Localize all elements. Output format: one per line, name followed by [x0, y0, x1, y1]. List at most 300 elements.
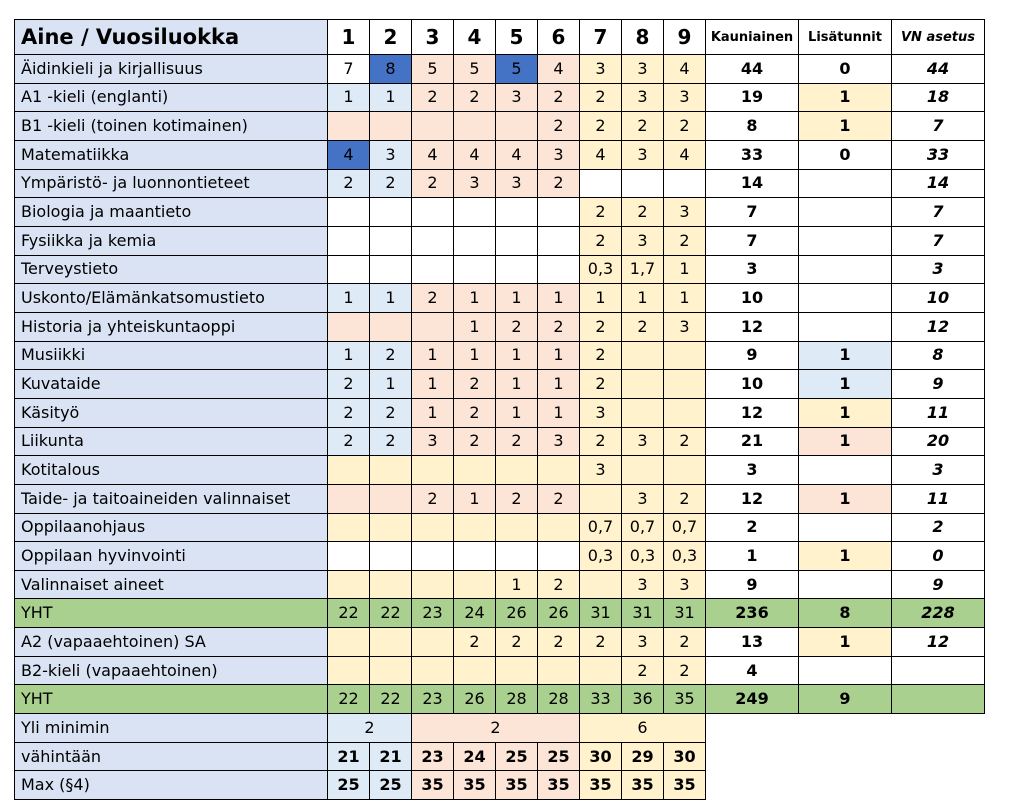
subject-label: B1 -kieli (toinen kotimainen)	[15, 112, 328, 141]
kauniainen-cell: 19	[706, 83, 799, 112]
subject-row	[15, 570, 985, 599]
hours-cell: 3	[496, 169, 538, 198]
total-label: YHT	[15, 685, 328, 714]
hours-cell: 2	[454, 370, 496, 399]
hours-cell: 3	[580, 398, 622, 427]
vn-asetus-cell: 12	[892, 628, 985, 657]
hours-cell: 0,3	[580, 255, 622, 284]
total-lisatunnit: 9	[799, 685, 892, 714]
hours-cell: 2	[496, 628, 538, 657]
kauniainen-cell: 7	[706, 226, 799, 255]
grade-header: 3	[412, 20, 454, 55]
total-cell: 23	[412, 685, 454, 714]
hours-cell: 3	[496, 83, 538, 112]
hours-cell	[370, 513, 412, 542]
vn-asetus-cell: 11	[892, 484, 985, 513]
hours-cell: 2	[538, 83, 580, 112]
total-cell: 23	[412, 599, 454, 628]
empty-cell	[892, 771, 985, 800]
hours-cell	[328, 484, 370, 513]
hours-cell	[412, 656, 454, 685]
hours-cell	[370, 312, 412, 341]
hours-cell	[412, 456, 454, 485]
hours-cell: 0,3	[664, 542, 706, 571]
max-row-cell: 35	[412, 771, 454, 800]
subject-label: Oppilaan hyvinvointi	[15, 542, 328, 571]
hours-cell	[328, 255, 370, 284]
hours-cell	[370, 198, 412, 227]
hours-cell: 1	[538, 341, 580, 370]
hours-cell: 0,7	[664, 513, 706, 542]
hours-cell: 4	[412, 140, 454, 169]
hours-cell	[412, 255, 454, 284]
hours-cell	[370, 255, 412, 284]
kauniainen-cell: 13	[706, 628, 799, 657]
hours-cell	[328, 656, 370, 685]
lisatunnit-cell	[799, 198, 892, 227]
hours-cell: 1	[328, 284, 370, 313]
hours-cell	[538, 456, 580, 485]
hours-cell: 2	[580, 370, 622, 399]
hours-cell: 2	[580, 83, 622, 112]
total-kauniainen: 249	[706, 685, 799, 714]
lisatunnit-cell	[799, 656, 892, 685]
total-cell: 24	[454, 599, 496, 628]
max-row-cell: 25	[370, 771, 412, 800]
hours-cell: 2	[538, 570, 580, 599]
lisatunnit-cell: 1	[799, 542, 892, 571]
hours-cell: 3	[580, 55, 622, 84]
hours-cell: 4	[454, 140, 496, 169]
subject-label: Musiikki	[15, 341, 328, 370]
empty-cell	[799, 714, 892, 743]
subject-row	[15, 198, 985, 227]
hours-cell: 8	[370, 55, 412, 84]
curriculum-table	[14, 19, 985, 800]
subject-label: Äidinkieli ja kirjallisuus	[15, 55, 328, 84]
vn-asetus-cell: 8	[892, 341, 985, 370]
hours-cell	[412, 312, 454, 341]
hours-cell	[454, 226, 496, 255]
hours-cell: 2	[328, 169, 370, 198]
hours-cell: 3	[622, 140, 664, 169]
hours-cell: 1	[538, 284, 580, 313]
subject-row	[15, 140, 985, 169]
subject-row	[15, 484, 985, 513]
hours-cell	[454, 112, 496, 141]
hours-cell: 4	[664, 140, 706, 169]
subject-row	[15, 255, 985, 284]
optional-subject-row	[15, 656, 985, 685]
kauniainen-cell: 3	[706, 255, 799, 284]
vahintaan-row-cell: 24	[454, 742, 496, 771]
hours-cell	[622, 456, 664, 485]
kauniainen-cell: 4	[706, 656, 799, 685]
hours-cell	[412, 112, 454, 141]
hours-cell: 3	[580, 456, 622, 485]
kauniainen-cell: 33	[706, 140, 799, 169]
hours-cell: 1	[454, 312, 496, 341]
hours-cell: 2	[412, 484, 454, 513]
hours-cell: 1	[412, 398, 454, 427]
hours-cell	[328, 570, 370, 599]
hours-cell: 2	[496, 484, 538, 513]
hours-cell: 2	[370, 398, 412, 427]
subject-row	[15, 112, 985, 141]
lisatunnit-cell	[799, 570, 892, 599]
hours-cell: 4	[580, 140, 622, 169]
hours-cell	[496, 112, 538, 141]
hours-cell: 3	[622, 570, 664, 599]
hours-cell: 2	[622, 112, 664, 141]
hours-cell: 1	[412, 370, 454, 399]
kauniainen-cell: 1	[706, 542, 799, 571]
total-cell: 28	[496, 685, 538, 714]
hours-cell: 1	[496, 570, 538, 599]
lisatunnit-cell	[799, 513, 892, 542]
hours-cell: 3	[664, 198, 706, 227]
hours-cell	[664, 398, 706, 427]
total-cell: 31	[622, 599, 664, 628]
max-row-cell: 35	[622, 771, 664, 800]
vahintaan-row-cell: 21	[328, 742, 370, 771]
hours-cell	[538, 255, 580, 284]
lisatunnit-cell	[799, 226, 892, 255]
hours-cell: 3	[664, 83, 706, 112]
hours-cell: 2	[664, 656, 706, 685]
empty-cell	[892, 742, 985, 771]
table-title: Aine / Vuosiluokka	[15, 20, 328, 55]
hours-cell: 3	[622, 628, 664, 657]
hours-cell: 2	[538, 112, 580, 141]
hours-cell: 1	[454, 484, 496, 513]
hours-cell	[496, 255, 538, 284]
vahintaan-row-cell: 30	[580, 742, 622, 771]
hours-cell: 3	[538, 140, 580, 169]
total-cell: 22	[370, 599, 412, 628]
kauniainen-cell: 21	[706, 427, 799, 456]
hours-cell: 2	[622, 312, 664, 341]
hours-cell	[496, 513, 538, 542]
total-cell: 26	[496, 599, 538, 628]
kauniainen-cell: 14	[706, 169, 799, 198]
hours-cell: 2	[538, 169, 580, 198]
hours-cell: 2	[580, 226, 622, 255]
grade-header: 5	[496, 20, 538, 55]
hours-cell: 2	[370, 427, 412, 456]
hours-cell	[664, 456, 706, 485]
lisatunnit-cell	[799, 169, 892, 198]
grade-header: 7	[580, 20, 622, 55]
hours-cell: 2	[412, 169, 454, 198]
hours-cell	[328, 198, 370, 227]
hours-cell: 2	[496, 312, 538, 341]
lisatunnit-cell: 1	[799, 112, 892, 141]
lisatunnit-cell	[799, 284, 892, 313]
hours-cell	[370, 656, 412, 685]
optional-subject-row	[15, 628, 985, 657]
hours-cell: 4	[664, 55, 706, 84]
vahintaan-row-cell: 21	[370, 742, 412, 771]
hours-cell: 2	[538, 484, 580, 513]
hours-cell	[328, 628, 370, 657]
subject-row	[15, 456, 985, 485]
subject-label: Kuvataide	[15, 370, 328, 399]
subject-label: B2-kieli (vapaaehtoinen)	[15, 656, 328, 685]
subject-row	[15, 398, 985, 427]
kauniainen-cell: 3	[706, 456, 799, 485]
grade-header: 2	[370, 20, 412, 55]
yli-minimin-grades-1-2: 2	[328, 714, 412, 743]
vn-asetus-cell: 9	[892, 370, 985, 399]
hours-cell	[622, 370, 664, 399]
hours-cell	[664, 169, 706, 198]
hours-cell	[622, 169, 664, 198]
hours-cell: 3	[622, 226, 664, 255]
subject-label: Uskonto/Elämänkatsomustieto	[15, 284, 328, 313]
kauniainen-cell: 2	[706, 513, 799, 542]
lisatunnit-cell: 1	[799, 427, 892, 456]
total-cell: 26	[454, 685, 496, 714]
subject-row	[15, 226, 985, 255]
hours-cell	[496, 198, 538, 227]
vn-asetus-cell: 14	[892, 169, 985, 198]
vahintaan-row-label: vähintään	[15, 742, 328, 771]
hours-cell	[622, 341, 664, 370]
hours-cell: 1	[412, 341, 454, 370]
max-row-cell: 35	[538, 771, 580, 800]
max-row-cell: 35	[580, 771, 622, 800]
hours-cell: 2	[538, 628, 580, 657]
vn-asetus-cell: 12	[892, 312, 985, 341]
hours-cell	[580, 570, 622, 599]
vn-asetus-cell: 11	[892, 398, 985, 427]
subject-label: Biologia ja maantieto	[15, 198, 328, 227]
hours-cell	[538, 542, 580, 571]
kauniainen-cell: 8	[706, 112, 799, 141]
hours-cell	[328, 312, 370, 341]
grade-header: 1	[328, 20, 370, 55]
hours-cell	[454, 456, 496, 485]
lisatunnit-cell	[799, 456, 892, 485]
hours-cell: 1	[496, 370, 538, 399]
hours-cell	[496, 226, 538, 255]
empty-cell	[706, 742, 799, 771]
hours-cell: 2	[370, 169, 412, 198]
kauniainen-cell: 44	[706, 55, 799, 84]
vn-asetus-cell: 33	[892, 140, 985, 169]
empty-cell	[706, 714, 799, 743]
lisatunnit-cell	[799, 255, 892, 284]
subject-label: Oppilaanohjaus	[15, 513, 328, 542]
subject-row	[15, 284, 985, 313]
vn-asetus-cell: 0	[892, 542, 985, 571]
max-row	[15, 771, 985, 800]
hours-cell: 0,3	[580, 542, 622, 571]
hours-cell: 2	[622, 198, 664, 227]
total-kauniainen: 236	[706, 599, 799, 628]
hours-cell: 1	[328, 83, 370, 112]
subject-row	[15, 169, 985, 198]
subject-label: A2 (vapaaehtoinen) SA	[15, 628, 328, 657]
hours-cell: 2	[580, 427, 622, 456]
empty-cell	[799, 742, 892, 771]
vahintaan-row-cell: 30	[664, 742, 706, 771]
subject-label: Matematiikka	[15, 140, 328, 169]
hours-cell: 2	[454, 628, 496, 657]
subject-label: A1 -kieli (englanti)	[15, 83, 328, 112]
hours-cell	[328, 456, 370, 485]
hours-cell	[328, 112, 370, 141]
total-cell: 31	[580, 599, 622, 628]
vn-asetus-cell	[892, 656, 985, 685]
kauniainen-header: Kauniainen	[706, 20, 799, 55]
lisatunnit-cell: 1	[799, 83, 892, 112]
lisatunnit-cell: 1	[799, 628, 892, 657]
max-row-label: Max (§4)	[15, 771, 328, 800]
hours-cell	[496, 542, 538, 571]
hours-cell: 3	[622, 484, 664, 513]
subject-label: Kotitalous	[15, 456, 328, 485]
hours-cell	[412, 226, 454, 255]
hours-cell: 1	[496, 341, 538, 370]
hours-cell: 1	[538, 398, 580, 427]
max-row-cell: 25	[328, 771, 370, 800]
vn-asetus-cell: 18	[892, 83, 985, 112]
max-row-cell: 35	[664, 771, 706, 800]
vn-asetus-cell: 3	[892, 456, 985, 485]
total-cell: 22	[370, 685, 412, 714]
hours-cell: 2	[328, 370, 370, 399]
hours-cell: 5	[412, 55, 454, 84]
subject-label: Historia ja yhteiskuntaoppi	[15, 312, 328, 341]
header-row	[15, 20, 985, 55]
hours-cell	[370, 456, 412, 485]
vahintaan-row-cell: 25	[538, 742, 580, 771]
subject-label: Fysiikka ja kemia	[15, 226, 328, 255]
hours-cell: 2	[664, 226, 706, 255]
hours-cell: 1	[370, 284, 412, 313]
hours-cell	[664, 341, 706, 370]
vn-asetus-cell: 9	[892, 570, 985, 599]
total-cell: 26	[538, 599, 580, 628]
hours-cell: 2	[664, 112, 706, 141]
subject-row	[15, 312, 985, 341]
hours-cell	[370, 542, 412, 571]
hours-cell: 1	[664, 284, 706, 313]
vn-asetus-cell: 20	[892, 427, 985, 456]
hours-cell: 1,7	[622, 255, 664, 284]
hours-cell	[454, 255, 496, 284]
kauniainen-cell: 7	[706, 198, 799, 227]
hours-cell: 1	[622, 284, 664, 313]
hours-cell	[538, 226, 580, 255]
hours-cell: 4	[538, 55, 580, 84]
hours-cell	[412, 628, 454, 657]
yli-minimin-row	[15, 714, 985, 743]
vn-asetus-cell: 7	[892, 226, 985, 255]
hours-cell: 2	[580, 198, 622, 227]
total-cell: 22	[328, 685, 370, 714]
hours-cell	[664, 370, 706, 399]
hours-cell	[412, 570, 454, 599]
subject-row	[15, 427, 985, 456]
hours-cell	[622, 398, 664, 427]
hours-cell: 1	[370, 83, 412, 112]
hours-cell: 1	[454, 341, 496, 370]
empty-cell	[799, 771, 892, 800]
total-cell: 28	[538, 685, 580, 714]
hours-cell	[370, 112, 412, 141]
hours-cell	[496, 656, 538, 685]
hours-cell: 2	[538, 312, 580, 341]
hours-cell	[580, 484, 622, 513]
grade-header: 4	[454, 20, 496, 55]
hours-cell: 3	[622, 427, 664, 456]
total-lisatunnit: 8	[799, 599, 892, 628]
hours-cell: 3	[622, 83, 664, 112]
total-cell: 35	[664, 685, 706, 714]
grade-header: 8	[622, 20, 664, 55]
empty-cell	[892, 714, 985, 743]
hours-cell: 4	[496, 140, 538, 169]
hours-cell: 3	[412, 427, 454, 456]
subject-label: Ympäristö- ja luonnontieteet	[15, 169, 328, 198]
vn-asetus-header: VN asetus	[892, 20, 985, 55]
hours-cell: 0,7	[622, 513, 664, 542]
max-row-cell: 35	[496, 771, 538, 800]
hours-cell: 1	[538, 370, 580, 399]
hours-cell: 1	[496, 398, 538, 427]
hours-cell	[370, 570, 412, 599]
kauniainen-cell: 10	[706, 370, 799, 399]
hours-cell: 5	[496, 55, 538, 84]
vahintaan-row	[15, 742, 985, 771]
grade-header: 6	[538, 20, 580, 55]
hours-cell: 2	[580, 628, 622, 657]
kauniainen-cell: 10	[706, 284, 799, 313]
subject-label: Käsityö	[15, 398, 328, 427]
hours-cell	[328, 226, 370, 255]
lisatunnit-header: Lisätunnit	[799, 20, 892, 55]
hours-cell: 2	[664, 427, 706, 456]
lisatunnit-cell: 1	[799, 398, 892, 427]
hours-cell: 1	[664, 255, 706, 284]
hours-cell	[370, 628, 412, 657]
hours-cell: 3	[664, 312, 706, 341]
lisatunnit-cell: 1	[799, 370, 892, 399]
vahintaan-row-cell: 23	[412, 742, 454, 771]
hours-cell	[454, 570, 496, 599]
vahintaan-row-cell: 25	[496, 742, 538, 771]
subject-row	[15, 55, 985, 84]
grade-header: 9	[664, 20, 706, 55]
hours-cell: 2	[328, 398, 370, 427]
yli-minimin-grades-7-9: 6	[580, 714, 706, 743]
kauniainen-cell: 9	[706, 570, 799, 599]
subject-label: Taide- ja taitoaineiden valinnaiset	[15, 484, 328, 513]
hours-cell: 1	[454, 284, 496, 313]
hours-cell: 1	[580, 284, 622, 313]
hours-cell: 5	[454, 55, 496, 84]
total-row	[15, 599, 985, 628]
hours-cell	[412, 513, 454, 542]
subject-label: Terveystieto	[15, 255, 328, 284]
vn-asetus-cell: 3	[892, 255, 985, 284]
hours-cell: 0,3	[622, 542, 664, 571]
hours-cell	[370, 484, 412, 513]
subject-row	[15, 83, 985, 112]
